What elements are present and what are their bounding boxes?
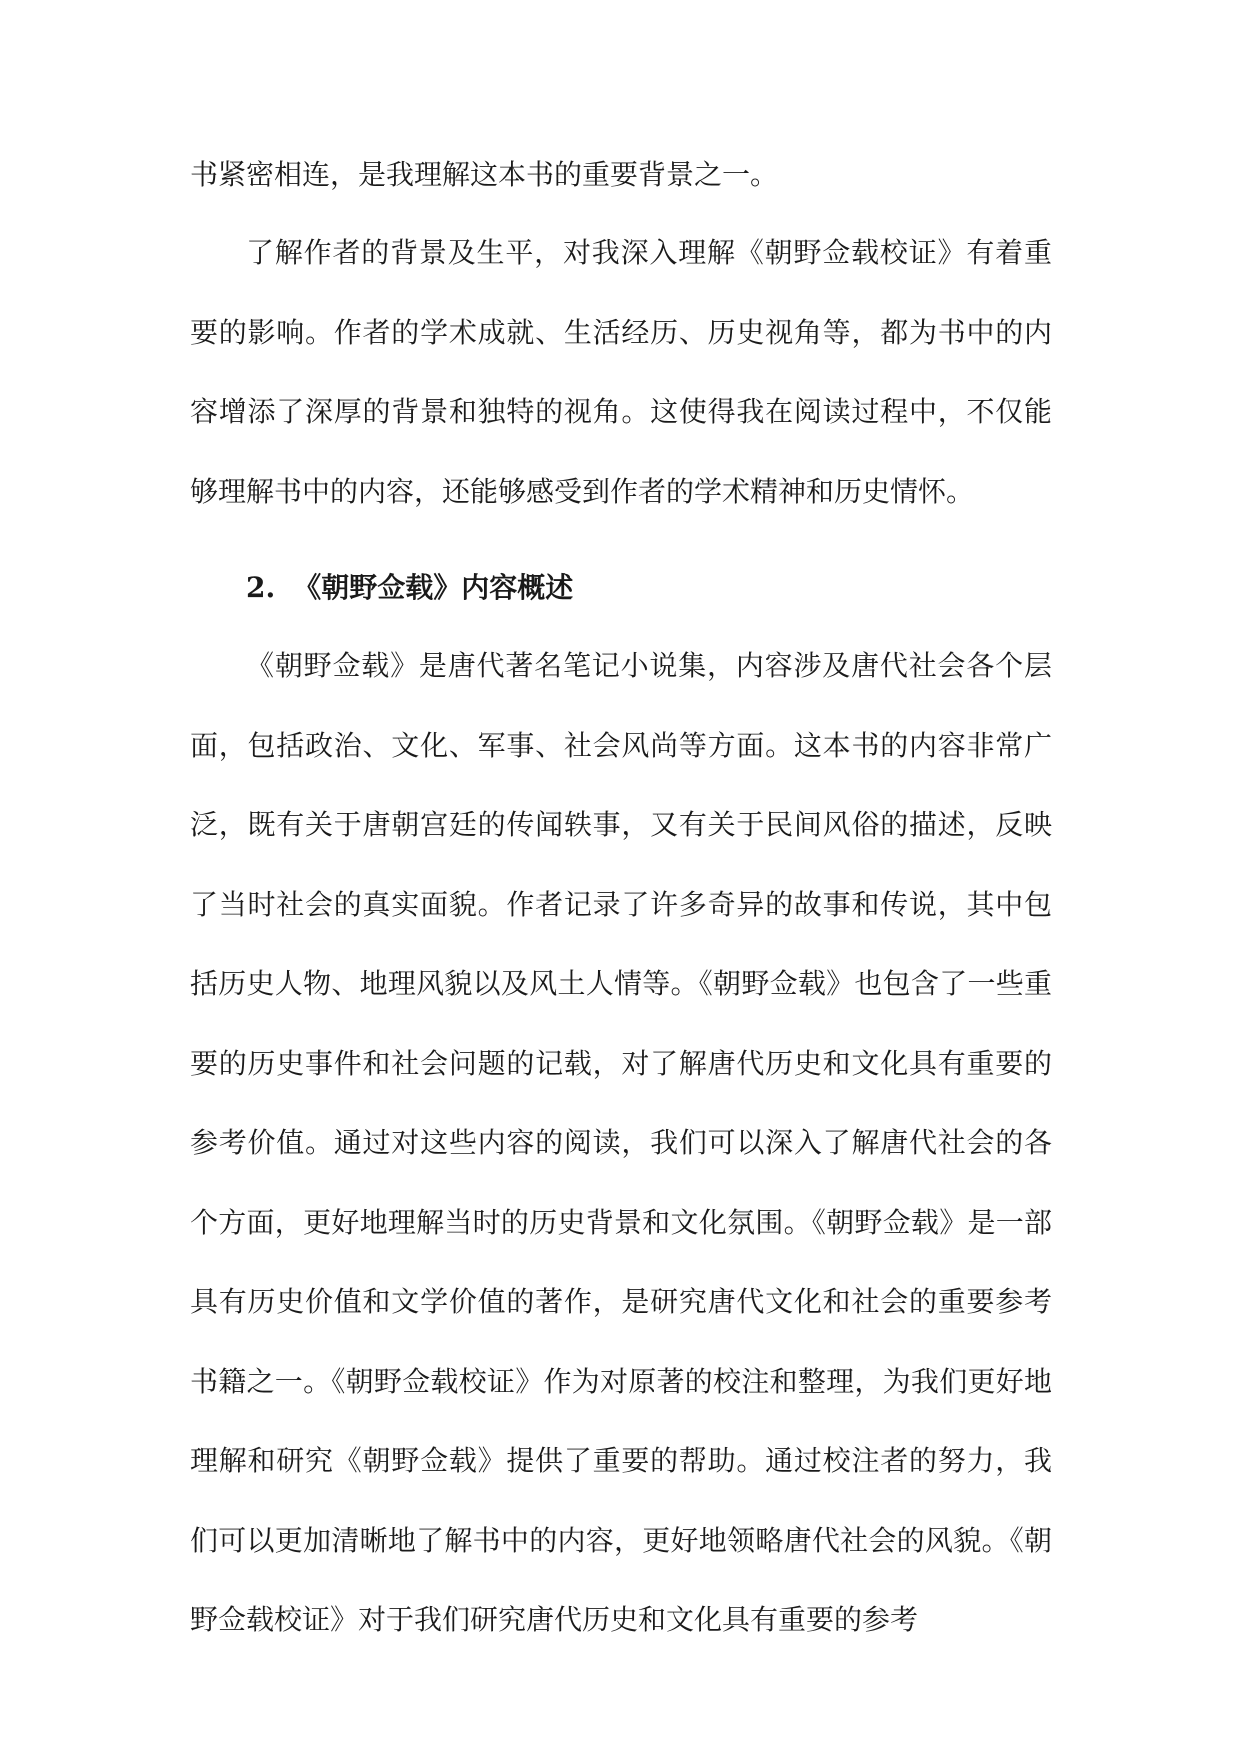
section-title: 《朝野佥载》内容概述 [293,571,574,604]
paragraph-continuation: 书紧密相连，是我理解这本书的重要背景之一。 [190,158,779,191]
section-heading [246,548,573,628]
section-number: 2. [246,571,276,604]
paragraph-author-background: 了解作者的背景及生平，对我深入理解《朝野佥载校证》有着重要的影响。作者的学术成就、生活经历、历史视角等，都为书中的内容增添了深厚的背景和独特的视角。这使得我在阅读过程中，不仅能够理解书中的内容，还能够感受到作者的学术精神和历史情怀。 [190,236,1052,508]
paragraph-content-overview: 《朝野佥载》是唐代著名笔记小说集，内容涉及唐代社会各个层面，包括政治、文化、军事、社会风尚等方面。这本书的内容非常广泛，既有关于唐朝宫廷的传闻轶事，又有关于民间风俗的描述，反映了当时社会的真实面貌。作者记录了许多奇异的故事和传说，其中包括历史人物、地理风貌以及风土人情等。《朝野佥载》也包含了一些重要的历史事件和社会问题的记载，对了解唐代历史和文化具有重要的参考价值。通过对这些内容的阅读，我们可以深入了解唐代社会的各个方面，更好地理解当时的历史背景和文化氛围。《朝野佥载》是一部具有历史价值和文学价值的著作，是研究唐代文化和社会的重要参考书籍之一。《朝野佥载校证》作为对原著的校注和整理，为我们更好地理解和研究《朝野佥载》提供了重要的帮助。通过校注者的努力，我们可以更加清晰地了解书中的内容，更好地领略唐代社会的风貌。《朝野佥载校证》对于我们研究唐代历史和文化具有重要的参考 [190,649,1052,1636]
